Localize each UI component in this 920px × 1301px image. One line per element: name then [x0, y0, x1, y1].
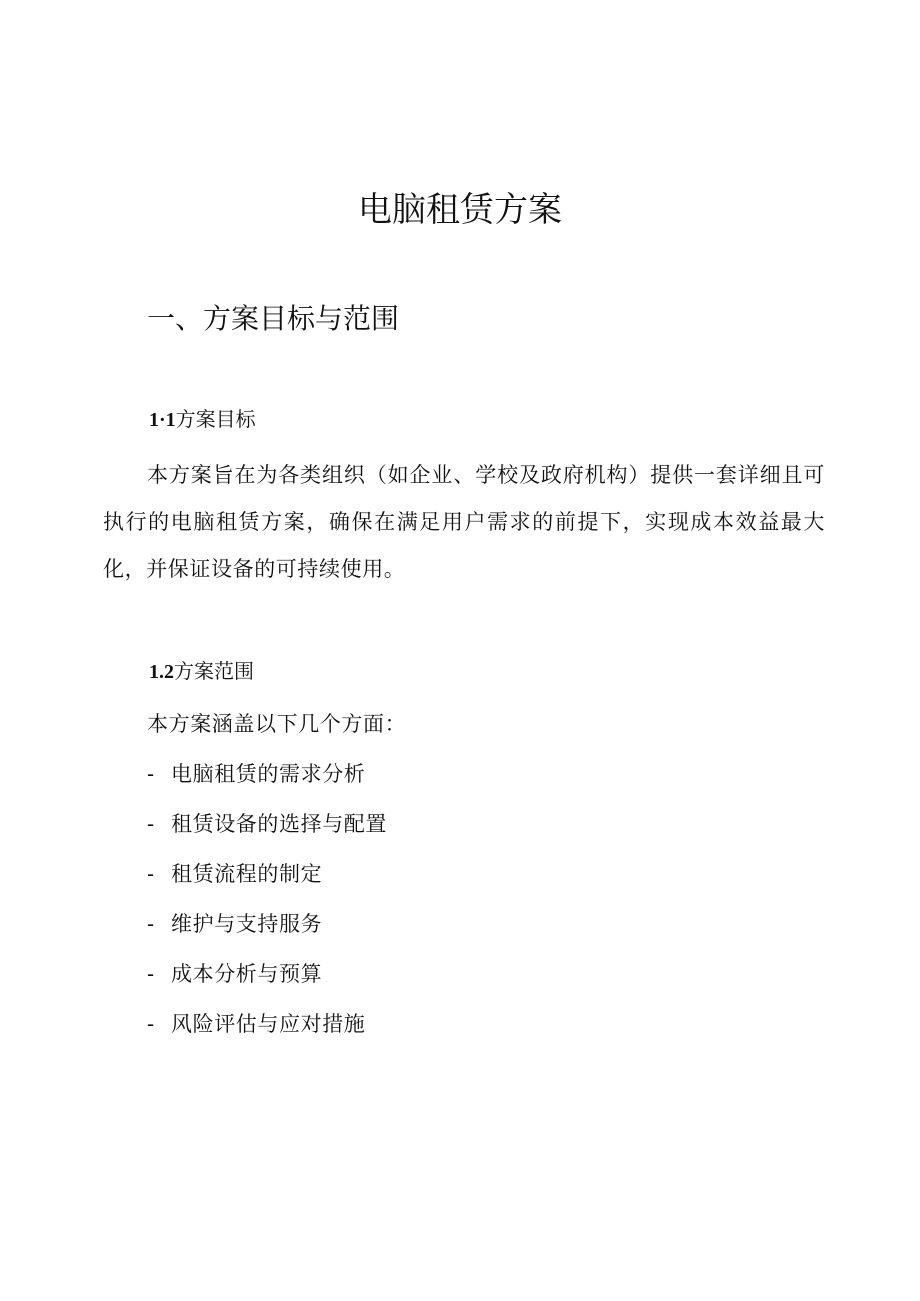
goal-paragraph: 本方案旨在为各类组织（如企业、学校及政府机构）提供一套详细且可执行的电脑租赁方案，确保在满足用户需求的前提下，实现成本效益最大化，并保证设备的可持续使用。 [103, 463, 825, 581]
document-title: 电脑租赁方案 [358, 190, 562, 230]
dash-bullet: - [147, 812, 155, 836]
list-item-text: 租赁流程的制定 [171, 862, 323, 886]
dash-bullet: - [147, 1012, 155, 1036]
scope-intro: 本方案涵盖以下几个方面： [147, 712, 407, 736]
subsection-title: 方案目标 [175, 407, 256, 431]
dash-bullet: - [147, 912, 155, 936]
list-item-text: 成本分析与预算 [171, 962, 323, 986]
list-item [147, 1004, 387, 1054]
list-item-text: 电脑租赁的需求分析 [171, 762, 366, 786]
list-item [147, 954, 387, 1004]
list-item-text: 租赁设备的选择与配置 [171, 812, 387, 836]
list-item-text: 维护与支持服务 [171, 912, 323, 936]
subsection-title: 方案范围 [174, 659, 254, 683]
dash-bullet: - [147, 862, 155, 886]
list-item [147, 854, 387, 904]
list-item [147, 904, 387, 954]
list-item [147, 754, 387, 804]
dash-bullet: - [147, 962, 155, 986]
subsection-heading-goal [149, 404, 256, 435]
dash-bullet: - [147, 762, 155, 786]
subsection-number: 1.2 [149, 661, 174, 683]
scope-list [147, 754, 387, 1054]
list-item [147, 804, 387, 854]
list-item-text: 风险评估与应对措施 [171, 1012, 366, 1036]
subsection-heading-scope [149, 656, 254, 687]
subsection-number: 1·1 [149, 409, 176, 431]
section-heading: 一、方案目标与范围 [147, 302, 400, 335]
